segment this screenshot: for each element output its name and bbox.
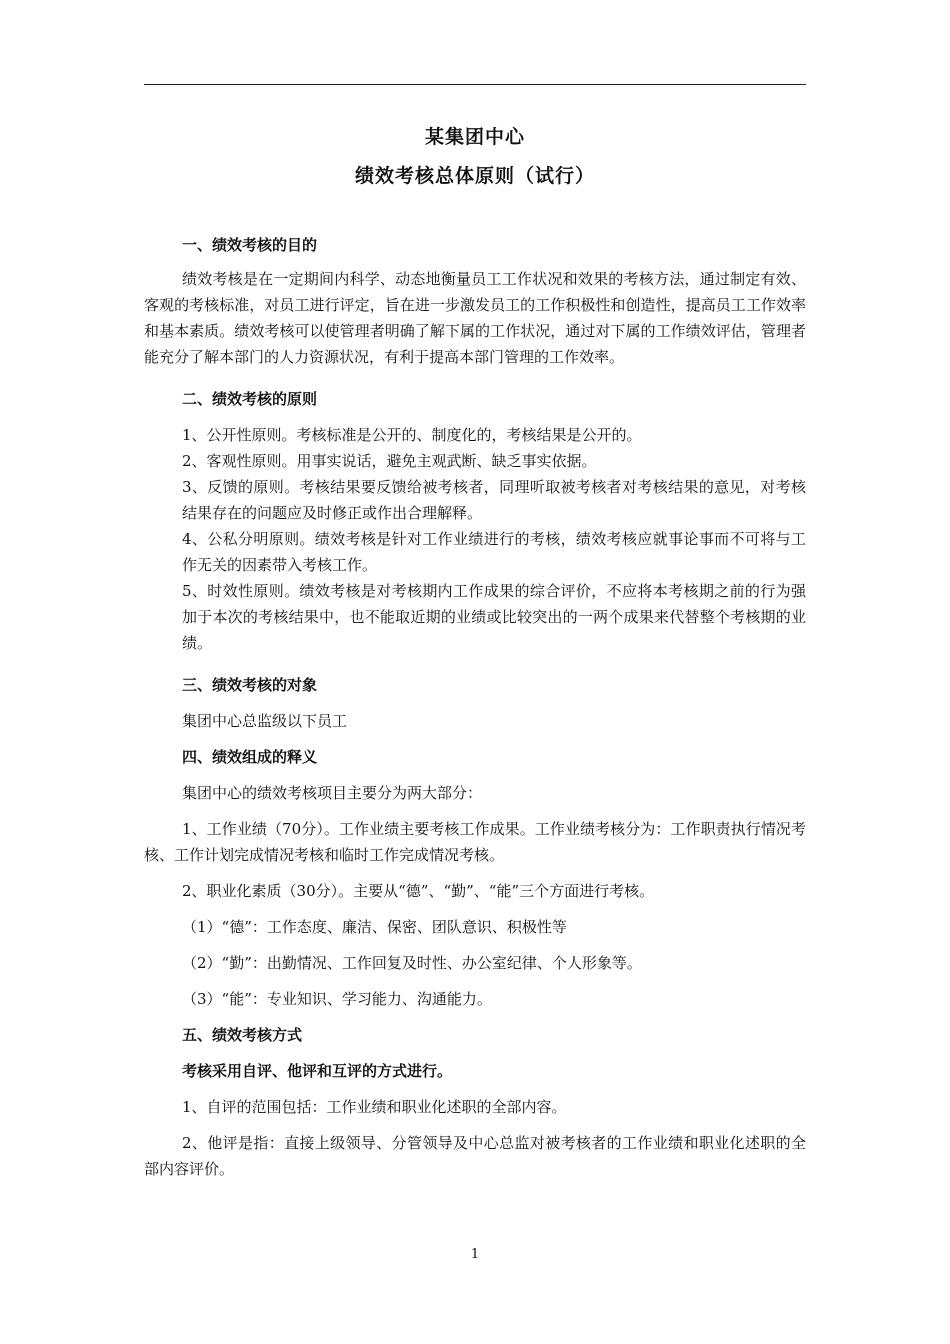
principle-item: 2、客观性原则。用事实说话，避免主观武断、缺乏事实依据。	[182, 452, 597, 470]
organization-title: 某集团中心	[424, 126, 525, 148]
principle-item: 1、公开性原则。考核标准是公开的、制度化的，考核结果是公开的。	[182, 426, 642, 444]
principle-item: 5、时效性原则。绩效考核是对考核期内工作成果的综合评价，不应将本考核期之前的行为强加于本次的考核结果中，也不能取近期的业绩或比较突出的一两个成果来代替整个考核期的业绩。	[182, 582, 806, 652]
section-heading-subjects: 三、绩效考核的对象	[182, 676, 318, 694]
methods-bold-line: 考核采用自评、他评和互评的方式进行。	[182, 1062, 453, 1080]
quality-sub-item: （3）“能”：专业知识、学习能力、沟通能力。	[182, 990, 492, 1008]
purpose-paragraph: 绩效考核是在一定期间内科学、动态地衡量员工工作状况和效果的考核方法，通过制定有效、客观的考核标准，对员工进行评定，旨在进一步激发员工的工作积极性和创造性，提高员工工作效率和基本素质。绩效考核可以使管理者明确了解下属的工作状况，通过对下属的工作绩效评估，管理者能充分了解本部门的人力资源状况，有利于提高本部门管理的工作效率。	[144, 270, 806, 366]
section-heading-principles: 二、绩效考核的原则	[182, 390, 318, 408]
composition-intro: 集团中心的绩效考核项目主要分为两大部分：	[182, 784, 483, 802]
other-evaluation-text: 2、他评是指：直接上级领导、分管领导及中心总监对被考核者的工作业绩和职业化述职的全部内容评价。	[144, 1134, 806, 1178]
section-heading-purpose: 一、绩效考核的目的	[182, 236, 318, 254]
subjects-text: 集团中心总监级以下员工	[182, 712, 348, 730]
header-rule	[144, 84, 806, 85]
quality-sub-item: （1）“德”：工作态度、廉洁、保密、团队意识、积极性等	[182, 918, 567, 936]
document-body	[144, 232, 806, 1182]
document-title: 绩效考核总体原则（试行）	[354, 165, 595, 187]
principle-item: 3、反馈的原则。考核结果要反馈给被考核者，同理听取被考核者对考核结果的意见，对考核结果存在的问题应及时修正或作出合理解释。	[182, 478, 806, 522]
self-evaluation-text: 1、自评的范围包括：工作业绩和职业化述职的全部内容。	[182, 1098, 567, 1116]
section-heading-composition: 四、绩效组成的释义	[182, 748, 318, 766]
quality-sub-item: （2）“勤”：出勤情况、工作回复及时性、办公室纪律、个人形象等。	[182, 954, 642, 972]
page-number: 1	[470, 1247, 480, 1262]
section-heading-methods: 五、绩效考核方式	[182, 1026, 303, 1044]
principle-item: 4、公私分明原则。绩效考核是针对工作业绩进行的考核，绩效考核应就事论事而不可将与工作无关的因素带入考核工作。	[182, 530, 806, 574]
composition-professional-quality: 2、职业化素质（30分）。主要从“德”、“勤”、“能”三个方面进行考核。	[182, 882, 655, 900]
composition-work-performance: 1、工作业绩（70分）。工作业绩主要考核工作成果。工作业绩考核分为：工作职责执行情况考核、工作计划完成情况考核和临时工作完成情况考核。	[144, 820, 806, 864]
